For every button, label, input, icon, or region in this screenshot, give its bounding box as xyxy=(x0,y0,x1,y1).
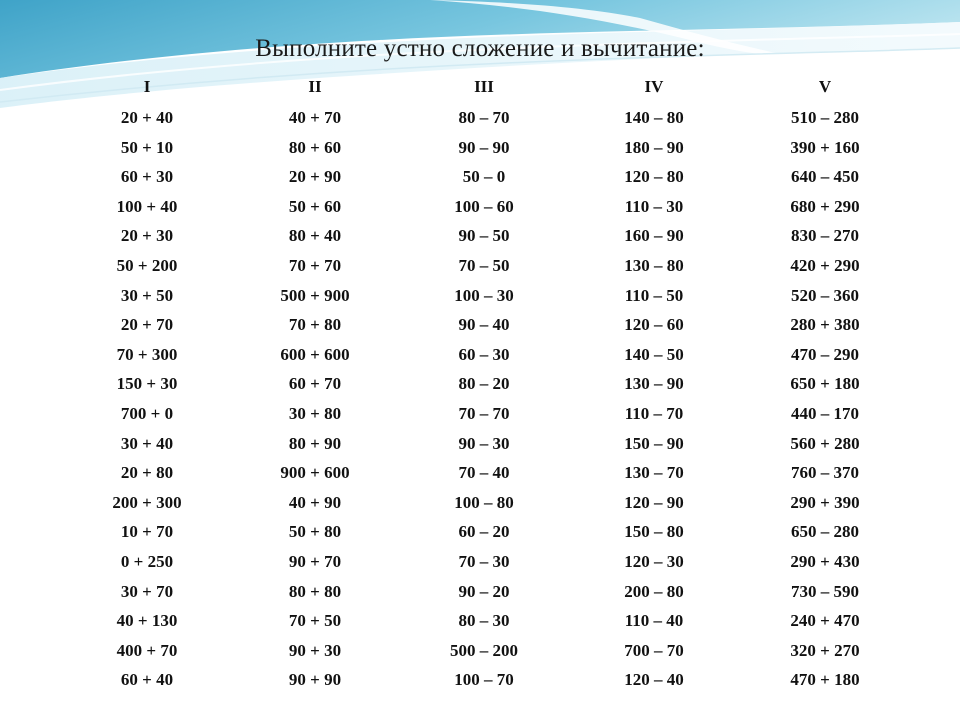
exercise-cell: 120 – 80 xyxy=(624,167,684,187)
exercise-cell: 900 + 600 xyxy=(280,463,350,483)
exercise-cell: 60 + 40 xyxy=(120,670,174,690)
exercise-cell: 200 + 300 xyxy=(112,492,182,512)
exercise-cell: 90 – 40 xyxy=(458,315,510,335)
exercise-cell: 70 – 30 xyxy=(458,551,510,571)
exercise-cell: 420 + 290 xyxy=(790,255,860,275)
exercise-cell: 650 + 180 xyxy=(790,374,860,394)
exercise-cell: 120 – 30 xyxy=(624,551,684,571)
exercise-cell: 160 – 90 xyxy=(624,226,684,246)
exercise-cell: 40 + 70 xyxy=(288,108,342,127)
exercise-cell: 20 + 70 xyxy=(120,315,174,335)
exercise-cell: 130 – 70 xyxy=(624,463,684,483)
exercise-cell: 600 + 600 xyxy=(280,344,350,364)
exercise-cell: 110 – 50 xyxy=(624,285,684,305)
exercise-row xyxy=(0,281,960,311)
exercise-cell: 470 + 180 xyxy=(790,670,860,690)
exercise-row xyxy=(0,192,960,222)
column-headers xyxy=(0,75,960,99)
exercise-cell: 20 + 30 xyxy=(120,226,174,246)
exercise-cell: 30 + 50 xyxy=(120,285,174,305)
exercise-row xyxy=(0,547,960,577)
exercise-cell: 30 + 40 xyxy=(120,433,174,453)
exercise-cell: 90 – 20 xyxy=(458,581,510,601)
exercise-row xyxy=(0,517,960,547)
exercise-cell: 500 – 200 xyxy=(450,640,518,660)
exercise-cell: 650 – 280 xyxy=(791,522,859,542)
exercise-cell: 90 – 30 xyxy=(458,433,510,453)
exercise-cell: 30 + 80 xyxy=(288,403,342,423)
exercise-row xyxy=(0,133,960,163)
exercise-row xyxy=(0,103,960,133)
exercise-cell: 70 – 50 xyxy=(458,255,510,275)
exercise-cell: 500 + 900 xyxy=(280,285,350,305)
exercise-cell: 50 + 200 xyxy=(116,255,178,275)
exercise-cell: 40 + 90 xyxy=(288,492,342,512)
exercise-cell: 120 – 60 xyxy=(624,315,684,335)
exercise-cell: 680 + 290 xyxy=(790,196,860,216)
exercise-row xyxy=(0,665,960,695)
exercise-cell: 70 – 40 xyxy=(458,463,510,483)
exercise-row xyxy=(0,340,960,370)
exercise-cell: 120 – 90 xyxy=(624,492,684,512)
exercise-cell: 60 + 30 xyxy=(120,167,174,187)
exercise-cell: 80 + 80 xyxy=(288,581,342,601)
exercise-cell: 40 + 130 xyxy=(116,611,178,631)
exercise-cell: 80 + 60 xyxy=(288,137,342,157)
exercise-cell: 140 – 50 xyxy=(624,344,684,364)
exercise-cell: 400 + 70 xyxy=(116,640,178,660)
exercise-cell: 100 + 40 xyxy=(116,196,178,216)
exercise-cell: 80 – 30 xyxy=(458,611,510,631)
exercise-cell: 20 + 90 xyxy=(288,167,342,187)
column-header-1: I xyxy=(143,77,151,96)
exercise-cell: 730 – 590 xyxy=(791,581,859,601)
exercise-cell: 50 + 80 xyxy=(288,522,342,542)
exercise-cell: 50 + 60 xyxy=(288,196,342,216)
exercise-cell: 100 – 60 xyxy=(454,196,514,216)
exercise-cell: 30 + 70 xyxy=(120,581,174,601)
column-header-4: IV xyxy=(644,77,664,96)
exercise-cell: 10 + 70 xyxy=(120,522,174,542)
exercise-row xyxy=(0,636,960,666)
exercise-cell: 50 + 10 xyxy=(120,137,174,157)
exercise-cell: 20 + 80 xyxy=(120,463,174,483)
exercise-cell: 640 – 450 xyxy=(791,167,859,187)
exercise-grid xyxy=(0,103,960,695)
exercise-cell: 70 + 80 xyxy=(288,315,342,335)
exercise-row xyxy=(0,577,960,607)
exercise-cell: 110 – 30 xyxy=(624,196,684,216)
exercise-row xyxy=(0,251,960,281)
exercise-cell: 180 – 90 xyxy=(624,137,684,157)
exercise-cell: 60 – 30 xyxy=(458,344,510,364)
exercise-cell: 510 – 280 xyxy=(791,108,859,127)
exercise-cell: 240 + 470 xyxy=(790,611,860,631)
exercise-cell: 440 – 170 xyxy=(791,403,859,423)
exercise-cell: 70 + 70 xyxy=(288,255,342,275)
exercise-cell: 110 – 40 xyxy=(624,611,684,631)
exercise-row xyxy=(0,399,960,429)
exercise-cell: 760 – 370 xyxy=(791,463,859,483)
exercise-cell: 90 + 70 xyxy=(288,551,342,571)
exercise-cell: 100 – 80 xyxy=(454,492,514,512)
exercise-cell: 320 + 270 xyxy=(790,640,860,660)
column-header-2: II xyxy=(308,77,322,96)
column-header-5: V xyxy=(818,77,832,96)
exercise-cell: 390 + 160 xyxy=(790,137,860,157)
exercise-cell: 120 – 40 xyxy=(624,670,684,690)
exercise-cell: 150 + 30 xyxy=(116,374,178,394)
exercise-cell: 290 + 390 xyxy=(790,492,860,512)
exercise-row xyxy=(0,458,960,488)
exercise-cell: 80 + 90 xyxy=(288,433,342,453)
exercise-cell: 90 – 90 xyxy=(458,137,510,157)
exercise-cell: 280 + 380 xyxy=(790,315,860,335)
exercise-cell: 700 + 0 xyxy=(120,403,174,423)
exercise-row xyxy=(0,310,960,340)
exercise-row xyxy=(0,369,960,399)
exercise-cell: 100 – 70 xyxy=(454,670,514,690)
exercise-cell: 560 + 280 xyxy=(790,433,860,453)
exercise-row xyxy=(0,162,960,192)
exercise-row xyxy=(0,429,960,459)
page-title: Выполните устно сложение и вычитание: xyxy=(255,35,705,62)
exercise-cell: 830 – 270 xyxy=(791,226,859,246)
exercise-cell: 150 – 80 xyxy=(624,522,684,542)
exercise-cell: 0 + 250 xyxy=(120,551,174,571)
exercise-row xyxy=(0,606,960,636)
exercise-cell: 80 + 40 xyxy=(288,226,342,246)
exercise-cell: 130 – 90 xyxy=(624,374,684,394)
exercise-cell: 20 + 40 xyxy=(120,108,174,127)
column-header-3: III xyxy=(474,77,494,96)
exercise-cell: 290 + 430 xyxy=(790,551,860,571)
exercise-cell: 80 – 70 xyxy=(458,108,510,127)
exercise-cell: 140 – 80 xyxy=(624,108,684,127)
exercise-cell: 470 – 290 xyxy=(791,344,859,364)
exercise-cell: 70 + 50 xyxy=(288,611,342,631)
exercise-cell: 70 – 70 xyxy=(458,403,510,423)
exercise-cell: 90 – 50 xyxy=(458,226,510,246)
exercise-cell: 90 + 90 xyxy=(288,670,342,690)
exercise-cell: 80 – 20 xyxy=(458,374,510,394)
exercise-row xyxy=(0,488,960,518)
exercise-cell: 700 – 70 xyxy=(624,640,684,660)
exercise-cell: 50 – 0 xyxy=(462,167,506,187)
exercise-cell: 150 – 90 xyxy=(624,433,684,453)
exercise-cell: 100 – 30 xyxy=(454,285,514,305)
exercise-cell: 60 – 20 xyxy=(458,522,510,542)
exercise-cell: 520 – 360 xyxy=(791,285,859,305)
exercise-cell: 110 – 70 xyxy=(624,403,684,423)
exercise-cell: 130 – 80 xyxy=(624,255,684,275)
exercise-cell: 200 – 80 xyxy=(624,581,684,601)
exercise-cell: 90 + 30 xyxy=(288,640,342,660)
exercise-row xyxy=(0,221,960,251)
exercise-cell: 70 + 300 xyxy=(116,344,178,364)
exercise-cell: 60 + 70 xyxy=(288,374,342,394)
